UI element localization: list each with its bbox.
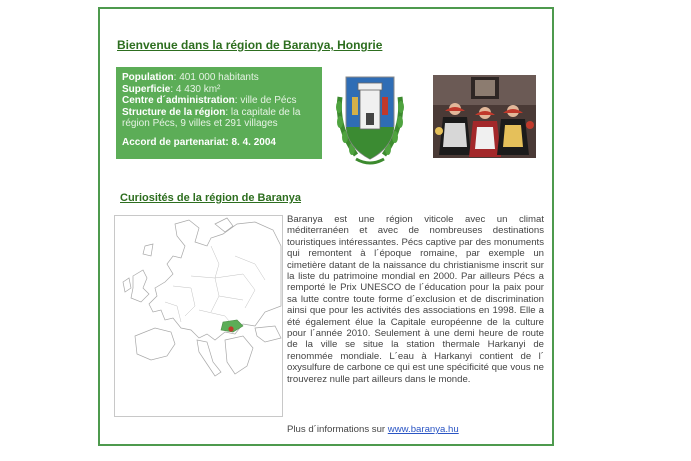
page-title: Bienvenue dans la région de Baranya, Hongrie bbox=[117, 38, 383, 52]
info-row-population: Population: 401 000 habitants bbox=[122, 72, 259, 83]
section-subtitle: Curiosités de la région de Baranya bbox=[120, 192, 301, 204]
info-box bbox=[116, 67, 322, 159]
baranya-website-link[interactable]: www.baranya.hu bbox=[387, 424, 459, 435]
coat-of-arms-image bbox=[330, 67, 410, 167]
more-info-line bbox=[287, 424, 459, 435]
baranya-marker bbox=[228, 326, 233, 331]
info-row-structure: Structure de la région: la capitale de la région Pécs, 9 villes et 291 villages bbox=[122, 106, 301, 129]
folk-costume-photo bbox=[433, 75, 536, 158]
more-info-prefix: Plus d´informations sur bbox=[287, 424, 386, 435]
info-row-area: Superficie: 4 430 km² bbox=[122, 83, 221, 95]
europe-map bbox=[114, 215, 283, 417]
info-row-admin-centre: Centre d´administration: ville de Pécs bbox=[122, 95, 297, 106]
content-frame bbox=[98, 7, 554, 446]
description-text: Baranya est une région viticole avec un climat méditerranéen et avec de nombreuses destinations touristiques intéressantes. Pécs captive par des monuments qui remontent à l´époque romaine, par exemple un cimetière datant de la naissance du christianisme inscrit sur la liste du patrimoine mondial en 2000. Par ailleurs Pécs a remporté le Prix UNESCO de l´éducation pour la paix pour sa lutte contre toute forme d´exclusion et de discrimination ainsi que pour les activités des associations en 1998. Elle a été également élue la Capitale européenne de la culture pour l´année 2010. Seulement à une demi heure de route de la ville se situe la station thermale Harkanyi de renommée mondiale. L´eau à Harkanyi contient de l´ oxysulfure de carbone ce qui est une spécificité que vous ne trouverez nulle part ailleurs dans le monde. bbox=[287, 214, 544, 385]
info-row-agreement: Accord de partenariat: 8. 4. 2004 bbox=[122, 136, 276, 148]
